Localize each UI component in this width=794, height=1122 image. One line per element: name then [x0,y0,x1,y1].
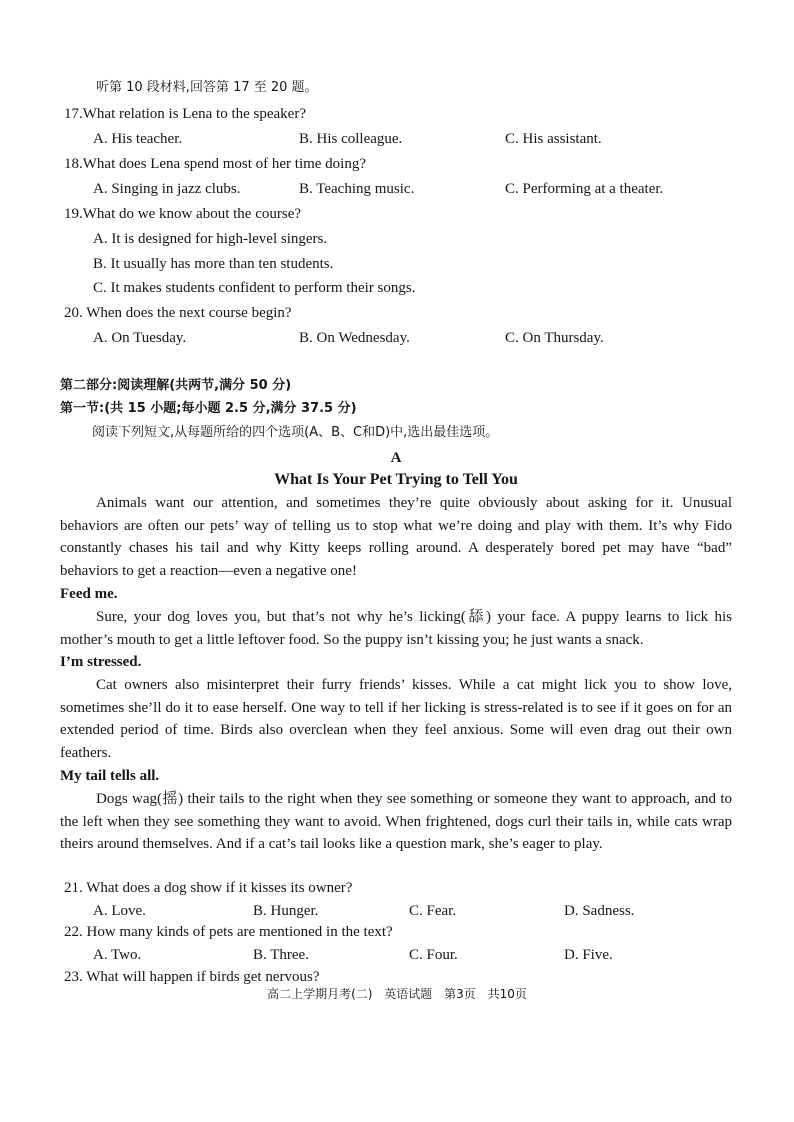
question-19-option-b: B. It usually has more than ten students. [93,256,334,272]
reading-instruction: 阅读下列短文,从每题所给的四个选项(A、B、C和D)中,选出最佳选项。 [92,425,499,440]
question-17-option-b: B. His colleague. [299,131,403,147]
question-22-option-d: D. Five. [564,947,613,963]
question-18-option-c: C. Performing at a theater. [505,181,664,197]
reading-part-title: 第二部分:阅读理解(共两节,满分 50 分) [60,378,292,393]
section-heading-feed-me: Feed me. [60,586,118,602]
section-body-stressed: Cat owners also misinterpret their furry friends’ kisses. While a cat might lick you to show love, sometimes she’ll do it to ease herself. One way to tell if her licking is stress-related is to see if it goes on for an extended period of time. Birds also overclean when they feel anxious. Some will even drag out their own feathers. [60,677,732,761]
page-footer [0,985,794,1002]
question-19-stem: 19.What do we know about the course? [64,206,302,222]
question-22-option-a: A. Two. [93,947,142,963]
question-18-option-a: A. Singing in jazz clubs. [93,181,241,197]
question-22-option-c: C. Four. [409,947,458,963]
section-heading-tail: My tail tells all. [60,768,160,784]
question-19-option-c: C. It makes students confident to perform their songs. [93,280,416,296]
question-17-option-c: C. His assistant. [505,131,602,147]
question-22-stem: 22. How many kinds of pets are mentioned in the text? [64,924,393,940]
question-21-option-a: A. Love. [93,903,146,919]
section-heading-stressed: I’m stressed. [60,654,142,670]
question-18-option-b: B. Teaching music. [299,181,415,197]
passage-letter: A [390,450,402,466]
question-17-stem: 17.What relation is Lena to the speaker? [64,106,306,122]
section-body-feed-me: Sure, your dog loves you, but that’s not why he’s licking(舔) your face. A puppy learns to lick his mother’s mouth to get a little leftover food. So the puppy isn’t kissing you; he just wants a snack. [60,609,732,648]
question-18-stem: 18.What does Lena spend most of her time doing? [64,156,367,172]
question-23-stem: 23. What will happen if birds get nervous? [64,969,320,985]
question-20-option-c: C. On Thursday. [505,330,604,346]
footer-subject: 英语试题 [384,987,433,1001]
question-17-option-a: A. His teacher. [93,131,183,147]
question-19-option-a: A. It is designed for high-level singers. [93,231,328,247]
reading-section-title: 第一节:(共 15 小题;每小题 2.5 分,满分 37.5 分) [60,401,357,416]
passage-title: What Is Your Pet Trying to Tell You [274,471,518,488]
question-21-option-d: D. Sadness. [564,903,635,919]
question-20-option-b: B. On Wednesday. [299,330,410,346]
question-21-stem: 21. What does a dog show if it kisses its owner? [64,880,353,896]
footer-exam: 高二上学期月考(二) [267,987,373,1001]
passage-intro: Animals want our attention, and sometimes they’re quite obviously about asking for it. Unusual behaviors are often our pets’ way of telling us to stop what we’re doing and play with them. It’s why Fido constantly chases his tail and why Kitty keeps rolling around. A desperately bored pet may have “bad” behaviors to get a reaction—even a negative one! [60,495,732,579]
footer-total: 共10页 [487,987,527,1001]
listening-instruction: 听第 10 段材料,回答第 17 至 20 题。 [96,80,318,95]
question-22-option-b: B. Three. [253,947,309,963]
section-body-tail: Dogs wag(摇) their tails to the right when they see something or someone they want to approach, and to the left when they see something they want to avoid. When frightened, dogs curl their tails in, while cats wrap theirs around themselves. And if a cat’s tail looks like a question mark, she’s eager to play. [60,791,732,853]
question-20-option-a: A. On Tuesday. [93,330,187,346]
question-21-option-c: C. Fear. [409,903,457,919]
question-21-option-b: B. Hunger. [253,903,319,919]
footer-page: 第3页 [444,987,476,1001]
question-20-stem: 20. When does the next course begin? [64,305,292,321]
